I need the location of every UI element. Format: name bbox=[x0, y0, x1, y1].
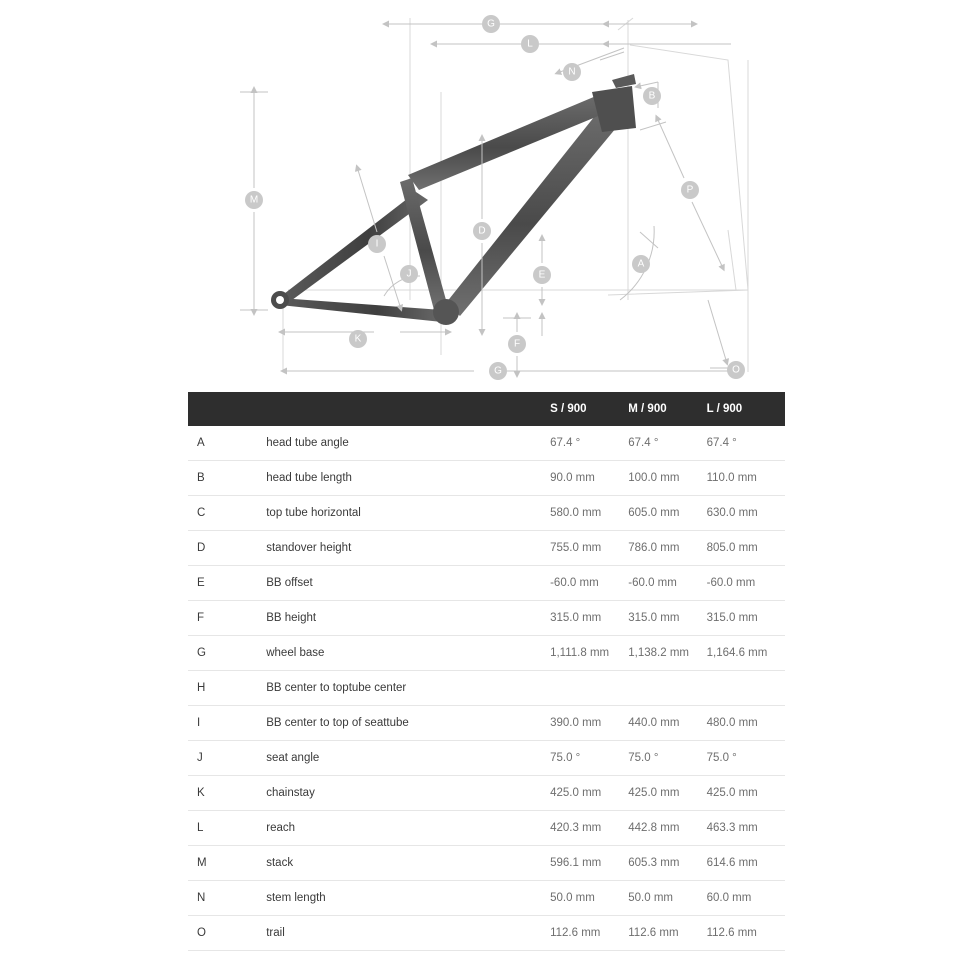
frame-geometry-diagram bbox=[188, 0, 785, 390]
row-value-m: 75.0 ° bbox=[628, 741, 706, 776]
row-value-m: 315.0 mm bbox=[628, 601, 706, 636]
table-row bbox=[188, 811, 785, 846]
row-value-s: 390.0 mm bbox=[550, 706, 628, 741]
row-label: trail bbox=[230, 916, 550, 951]
row-value-m: 112.6 mm bbox=[628, 916, 706, 951]
row-value-m bbox=[628, 671, 706, 706]
row-label: BB center to toptube center bbox=[230, 671, 550, 706]
dimension-marker-d bbox=[473, 222, 491, 240]
row-value-s: 75.0 ° bbox=[550, 741, 628, 776]
table-row bbox=[188, 601, 785, 636]
row-key: O bbox=[188, 916, 230, 951]
header-measure-name bbox=[230, 392, 550, 426]
dimension-marker-label: O bbox=[732, 364, 740, 376]
row-key: N bbox=[188, 881, 230, 916]
dimension-marker-label: M bbox=[249, 194, 259, 206]
row-value-s: 112.6 mm bbox=[550, 916, 628, 951]
row-value-l bbox=[707, 671, 785, 706]
dimension-marker-j bbox=[400, 265, 418, 283]
row-key: J bbox=[188, 741, 230, 776]
row-value-s: 596.1 mm bbox=[550, 846, 628, 881]
row-value-m: 605.0 mm bbox=[628, 496, 706, 531]
row-value-m: 442.8 mm bbox=[628, 811, 706, 846]
row-value-m: 1,138.2 mm bbox=[628, 636, 706, 671]
row-value-s: 755.0 mm bbox=[550, 531, 628, 566]
row-value-s: 425.0 mm bbox=[550, 776, 628, 811]
table-row bbox=[188, 531, 785, 566]
row-value-l: 614.6 mm bbox=[707, 846, 785, 881]
dimension-marker-label: D bbox=[478, 225, 486, 237]
table-row bbox=[188, 566, 785, 601]
table-row bbox=[188, 636, 785, 671]
row-value-m: 605.3 mm bbox=[628, 846, 706, 881]
row-key: F bbox=[188, 601, 230, 636]
geometry-table-body bbox=[188, 426, 785, 951]
table-row bbox=[188, 671, 785, 706]
row-key: E bbox=[188, 566, 230, 601]
row-value-l: 425.0 mm bbox=[707, 776, 785, 811]
row-value-l: 1,164.6 mm bbox=[707, 636, 785, 671]
table-row bbox=[188, 916, 785, 951]
bicycle-frame-illustration bbox=[271, 74, 636, 325]
row-value-s: 1,111.8 mm bbox=[550, 636, 628, 671]
row-key: G bbox=[188, 636, 230, 671]
row-label: stack bbox=[230, 846, 550, 881]
table-row bbox=[188, 496, 785, 531]
row-value-l: -60.0 mm bbox=[707, 566, 785, 601]
dimension-marker-label: N bbox=[568, 66, 576, 78]
dimension-marker-e bbox=[533, 266, 551, 284]
row-key: L bbox=[188, 811, 230, 846]
row-key: C bbox=[188, 496, 230, 531]
dimension-marker-i bbox=[368, 235, 386, 253]
dimension-marker-g-top bbox=[482, 15, 500, 33]
header-key bbox=[188, 392, 230, 426]
row-value-m: 786.0 mm bbox=[628, 531, 706, 566]
geometry-table-header bbox=[188, 392, 785, 426]
header-size-l: L / 900 bbox=[707, 392, 785, 426]
table-row bbox=[188, 461, 785, 496]
row-value-m: 440.0 mm bbox=[628, 706, 706, 741]
row-value-s bbox=[550, 671, 628, 706]
row-label: top tube horizontal bbox=[230, 496, 550, 531]
row-value-l: 75.0 ° bbox=[707, 741, 785, 776]
dimension-marker-b bbox=[643, 87, 661, 105]
construction-lines bbox=[283, 18, 748, 372]
header-size-m: M / 900 bbox=[628, 392, 706, 426]
row-key: D bbox=[188, 531, 230, 566]
dimension-marker-label: L bbox=[527, 38, 533, 50]
row-value-s: 90.0 mm bbox=[550, 461, 628, 496]
dimension-marker-label: E bbox=[538, 269, 546, 281]
row-value-s: 420.3 mm bbox=[550, 811, 628, 846]
geometry-table bbox=[188, 392, 785, 951]
table-row bbox=[188, 846, 785, 881]
row-value-l: 630.0 mm bbox=[707, 496, 785, 531]
dimension-marker-label: G bbox=[494, 365, 502, 377]
dimension-marker-label: I bbox=[375, 238, 379, 250]
dimension-marker-label: A bbox=[637, 258, 645, 270]
row-label: standover height bbox=[230, 531, 550, 566]
row-label: stem length bbox=[230, 881, 550, 916]
dimension-marker-p bbox=[681, 181, 699, 199]
row-value-s: 315.0 mm bbox=[550, 601, 628, 636]
row-key: H bbox=[188, 671, 230, 706]
dimension-marker-label: B bbox=[648, 90, 656, 102]
row-key: A bbox=[188, 426, 230, 461]
header-size-s: S / 900 bbox=[550, 392, 628, 426]
row-value-l: 112.6 mm bbox=[707, 916, 785, 951]
dimension-markers bbox=[245, 15, 745, 380]
row-value-m: 50.0 mm bbox=[628, 881, 706, 916]
row-value-s: 580.0 mm bbox=[550, 496, 628, 531]
table-row bbox=[188, 426, 785, 461]
row-value-s: -60.0 mm bbox=[550, 566, 628, 601]
row-key: K bbox=[188, 776, 230, 811]
row-key: B bbox=[188, 461, 230, 496]
dimension-marker-g-bottom bbox=[489, 362, 507, 380]
table-row bbox=[188, 741, 785, 776]
table-row bbox=[188, 706, 785, 741]
dimension-marker-l bbox=[521, 35, 539, 53]
dimension-marker-label: P bbox=[686, 184, 694, 196]
row-label: head tube angle bbox=[230, 426, 550, 461]
row-value-l: 480.0 mm bbox=[707, 706, 785, 741]
dimension-marker-label: J bbox=[406, 268, 412, 280]
row-label: BB center to top of seattube bbox=[230, 706, 550, 741]
table-row bbox=[188, 776, 785, 811]
table-row bbox=[188, 881, 785, 916]
dimension-marker-a bbox=[632, 255, 650, 273]
row-value-m: -60.0 mm bbox=[628, 566, 706, 601]
dimension-lines bbox=[240, 24, 736, 372]
row-value-s: 50.0 mm bbox=[550, 881, 628, 916]
row-value-l: 463.3 mm bbox=[707, 811, 785, 846]
row-label: BB height bbox=[230, 601, 550, 636]
row-label: head tube length bbox=[230, 461, 550, 496]
row-value-s: 67.4 ° bbox=[550, 426, 628, 461]
row-value-l: 67.4 ° bbox=[707, 426, 785, 461]
row-label: chainstay bbox=[230, 776, 550, 811]
row-value-m: 100.0 mm bbox=[628, 461, 706, 496]
dimension-marker-m bbox=[245, 191, 263, 209]
row-value-l: 110.0 mm bbox=[707, 461, 785, 496]
row-key: I bbox=[188, 706, 230, 741]
row-key: M bbox=[188, 846, 230, 881]
dimension-marker-label: K bbox=[354, 333, 362, 345]
row-value-m: 425.0 mm bbox=[628, 776, 706, 811]
dimension-marker-label: F bbox=[513, 338, 521, 350]
row-label: BB offset bbox=[230, 566, 550, 601]
row-value-l: 805.0 mm bbox=[707, 531, 785, 566]
dimension-marker-k bbox=[349, 330, 367, 348]
dimension-marker-n bbox=[563, 63, 581, 81]
row-label: wheel base bbox=[230, 636, 550, 671]
row-label: seat angle bbox=[230, 741, 550, 776]
row-label: reach bbox=[230, 811, 550, 846]
dimension-marker-f bbox=[508, 335, 526, 353]
row-value-l: 315.0 mm bbox=[707, 601, 785, 636]
dimension-marker-o bbox=[727, 361, 745, 379]
row-value-m: 67.4 ° bbox=[628, 426, 706, 461]
dimension-marker-label: G bbox=[487, 18, 495, 30]
table-header-row bbox=[188, 392, 785, 426]
row-value-l: 60.0 mm bbox=[707, 881, 785, 916]
